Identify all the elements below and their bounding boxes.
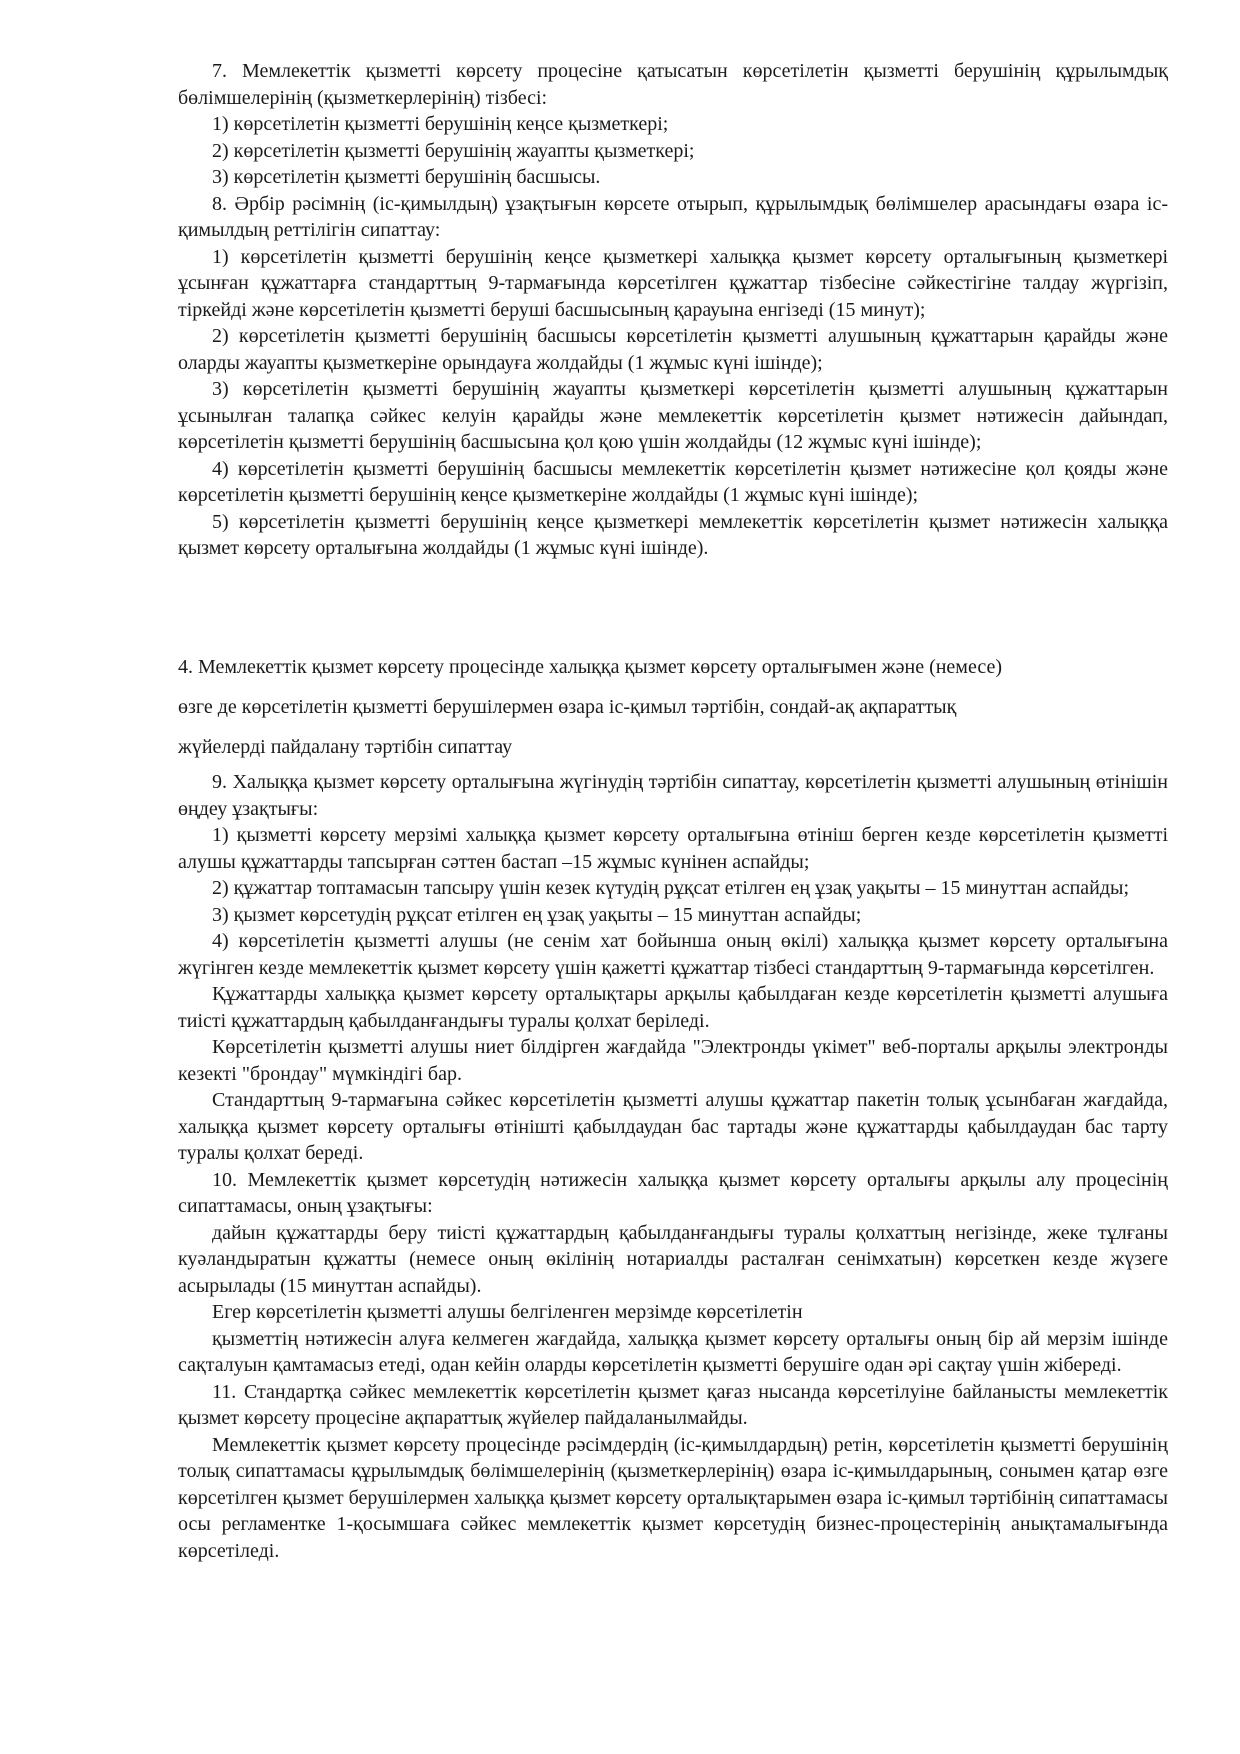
paragraph: 8. Әрбір рәсімнің (іс-қимылдың) ұзақтығын көрсете отырып, құрылымдық бөлімшелер арасындағы өзара іс-қимылдың реттілігін сипаттау: [178,192,1168,241]
paragraph: Стандарттың 9-тармағына сәйкес көрсетілетін қызметті алушы құжаттар пакетін толық ұсынбаған жағдайда, халыққа қызмет көрсету орталығы өтінішті қабылдаудан бас тартады және құжаттарды қабылдаудан бас тарту туралы қолхат береді. [178,1089,1168,1164]
list-item: 1) көрсетілетін қызметті берушінің кеңсе қызметкері халыққа қызмет көрсету орталығының қызметкері ұсынған құжаттарға стандарттың 9-тармағында көрсетілген құжаттар тізбесіне сәйкестігіне талдау жүргізіп, тіркейді және көрсетілетін қызметті беруші басшысының қарауына енгізеді (15 минут); [178,245,1168,321]
section-3-body [178,58,1168,562]
heading-line: 4. Мемлекеттік қызмет көрсету процесінде халыққа қызмет көрсету орталығымен және (немесе) [178,656,1002,678]
list-item: 5) көрсетілетін қызметті берушінің кеңсе қызметкері мемлекеттік көрсетілетін қызмет нәтижесін халыққа қызмет көрсету орталығына жолдайды (1 жұмыс күні ішінде). [178,510,1168,559]
list-item: 1) қызметті көрсету мерзімі халыққа қызмет көрсету орталығына өтініш берген кезде көрсетілетін қызметті алушы құжаттарды тапсырған сәттен бастап –15 жұмыс күнінен аспайды; [178,824,1168,873]
paragraph: 11. Стандартқа сәйкес мемлекеттік көрсетілетін қызмет қағаз нысанда көрсетілуіне байланысты мемлекеттік қызмет көрсету процесіне ақпараттық жүйелер пайдаланылмайды. [178,1380,1168,1429]
list-item: 2) көрсетілетін қызметті берушінің басшысы көрсетілетін қызметті алушының құжаттарын қарайды және оларды жауапты қызметкеріне орындауға жолдайды (1 жұмыс күні ішінде); [178,325,1168,374]
paragraph: Егер көрсетілетін қызметті алушы белгіленген мерзімде көрсетілетін [212,1301,803,1323]
paragraph: 7. Мемлекеттік қызметті көрсету процесіне қатысатын көрсетілетін қызметті берушінің құрылымдық бөлімшелерінің (қызметкерлерінің) тізбесі: [178,60,1168,109]
paragraph: Мемлекеттік қызмет көрсету процесінде рәсімдердің (іс-қимылдардың) ретін, көрсетілетін қызметті берушінің толық сипаттамасы құрылымдық бөлімшелерінің (қызметкерлерінің) өзара іс-қимылдарының, сонымен қатар өзге көрсетілген қызмет берушілермен халыққа қызмет көрсету орталықтарымен өзара іс-қимыл тәртібінің сипаттамасы осы регламентке 1-қосымшаға сәйкес мемлекеттік қызмет көрсетудің бизнес-процестерінің анықтамалығында көрсетіледі. [178,1433,1168,1562]
paragraph: дайын құжаттарды беру тиісті құжаттардың қабылданғандығы туралы қолхаттың негізінде, жеке тұлғаны куәландыратын құжатты (немесе оның өкілінің нотариалды расталған сенімхатын) көрсеткен кезде жүзеге асырылады (15 минуттан аспайды). [178,1221,1168,1297]
list-item: 2) құжаттар топтамасын тапсыру үшін кезек күтудің рұқсат етілген ең ұзақ уақыты – 15 минуттан аспайды; [212,877,1130,899]
list-item: 3) көрсетілетін қызметті берушінің басшысы. [212,166,601,188]
list-item: 3) көрсетілетін қызметті берушінің жауапты қызметкері көрсетілетін қызметті алушының құжаттарын ұсынылған талапқа сәйкес келуін қарайды және мемлекеттік көрсетілетін қызмет нәтижесін дайындап, көрсетілетін қызметті берушінің басшысына қол қою үшін жолдайды (12 жұмыс күні ішінде); [178,378,1168,453]
paragraph: Көрсетілетін қызметті алушы ниет білдірген жағдайда "Электронды үкімет" веб-порталы арқылы электронды кезекті "брондау" мүмкіндігі бар. [178,1036,1168,1085]
list-item: 4) көрсетілетін қызметті алушы (не сенім хат бойынша оның өкілі) халыққа қызмет көрсету орталығына жүгінген кезде мемлекеттік қызмет көрсету үшін қажетті құжаттар тізбесі стандарттың 9-тармағында көрсетілген. [178,930,1168,979]
paragraph: қызметтің нәтижесін алуға келмеген жағдайда, халыққа қызмет көрсету орталығы оның бір ай мерзім ішінде сақталуын қамтамасыз етеді, одан кейін оларды көрсетілетін қызметті берушіге одан әрі сақтау үшін жібереді. [178,1327,1168,1376]
paragraph: 10. Мемлекеттік қызмет көрсетудің нәтижесін халыққа қызмет көрсету орталығы арқылы алу процесінің сипаттамасы, оның ұзақтығы: [178,1168,1168,1217]
list-item: 4) көрсетілетін қызметті берушінің басшысы мемлекеттік көрсетілетін қызмет нәтижесіне қол қояды және көрсетілетін қызметті берушінің кеңсе қызметкеріне жолдайды (1 жұмыс күні ішінде); [178,457,1168,506]
list-item: 1) көрсетілетін қызметті берушінің кеңсе қызметкері; [212,113,669,135]
heading-line: өзге де көрсетілетін қызметті берушілермен өзара іс-қимыл тәртібін, сондай-ақ ақпараттық [178,696,957,718]
list-item: 3) қызмет көрсетудің рұқсат етілген ең ұзақ уақыты – 15 минуттан аспайды; [212,903,862,926]
section-4-body [178,769,1168,1564]
section-4-heading [178,647,1168,767]
paragraph: Құжаттарды халыққа қызмет көрсету орталықтары арқылы қабылдаған кезде көрсетілетін қызметті алушыға тиісті құжаттардың қабылданғандығы туралы қолхат беріледі. [178,983,1168,1032]
list-item: 2) көрсетілетін қызметті берушінің жауапты қызметкері; [212,139,695,162]
paragraph: 9. Халыққа қызмет көрсету орталығына жүгінудің тәртібін сипаттау, көрсетілетін қызметті алушының өтінішін өңдеу ұзақтығы: [178,771,1168,820]
heading-line: жүйелерді пайдалану тәртібін сипаттау [178,736,513,758]
